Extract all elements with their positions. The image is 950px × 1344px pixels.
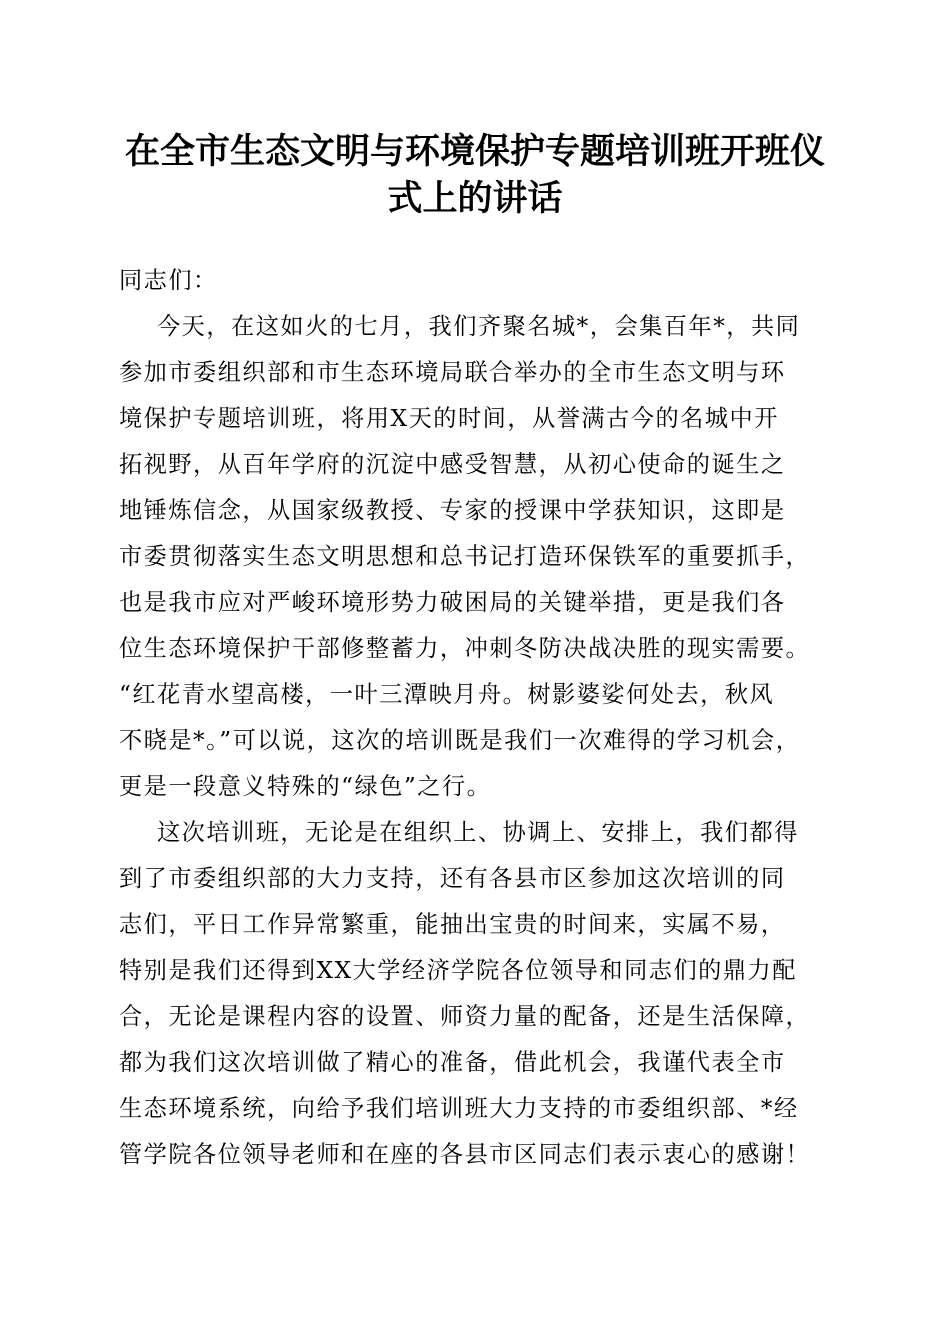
paragraph-2 xyxy=(119,810,839,1178)
paragraph-line: 地锤炼信念，从国家级教授、专家的授课中学获知识，这即是 xyxy=(119,497,786,524)
paragraph-line: 都为我们这次培训做了精心的准备，借此机会，我谨代表全市 xyxy=(119,1049,786,1076)
paragraph-line: “红花青水望高楼，一叶三潭映月舟。树影婆娑何处去，秋风 xyxy=(119,681,775,708)
paragraph-line: 也是我市应对严峻环境形势力破困局的关键举措，更是我们各 xyxy=(119,589,786,616)
paragraph-line: 今天，在这如火的七月，我们齐聚名城*，会集百年*，共同 xyxy=(157,313,801,340)
paragraph-line: 参加市委组织部和市生态环境局联合举办的全市生态文明与环 xyxy=(119,359,786,386)
paragraph-line: 志们，平日工作异常繁重，能抽出宝贵的时间来，实属不易， xyxy=(119,911,786,938)
paragraph-1 xyxy=(119,304,839,810)
title-line: 在全市生态文明与环境保护专题培训班开班仪 xyxy=(124,131,825,172)
paragraph-line: 境保护专题培训班，将用X天的时间，从誉满古今的名城中开 xyxy=(119,405,779,432)
document-body xyxy=(119,258,839,1178)
paragraph-line: 市委贯彻落实生态文明思想和总书记打造环保铁军的重要抓手， xyxy=(119,543,811,570)
paragraph-line: 到了市委组织部的大力支持，还有各县市区参加这次培训的同 xyxy=(119,865,786,892)
paragraph-line: 这次培训班，无论是在组织上、协调上、安排上，我们都得 xyxy=(157,819,799,846)
paragraph-line: 拓视野，从百年学府的沉淀中感受智慧，从初心使命的诞生之 xyxy=(119,451,786,478)
paragraph-line: 位生态环境保护干部修整蓄力，冲刺冬防决战决胜的现实需要。 xyxy=(119,635,811,662)
paragraph-line: 特别是我们还得到XX大学经济学院各位领导和同志们的鼎力配 xyxy=(119,957,797,984)
document-title xyxy=(110,128,840,222)
paragraph-line: 更是一段意义特殊的“绿色”之行。 xyxy=(119,773,492,800)
paragraph-line: 管学院各位领导老师和在座的各县市区同志们表示衷心的感谢！ xyxy=(119,1141,811,1168)
salutation: 同志们： xyxy=(119,267,218,294)
paragraph-line: 合，无论是课程内容的设置、师资力量的配备，还是生活保障， xyxy=(119,1003,811,1030)
paragraph-line: 不晓是*。”可以说，这次的培训既是我们一次难得的学习机会， xyxy=(119,727,801,754)
paragraph-line: 生态环境系统，向给予我们培训班大力支持的市委组织部、*经 xyxy=(119,1095,799,1122)
title-line: 式上的讲话 xyxy=(387,178,563,219)
